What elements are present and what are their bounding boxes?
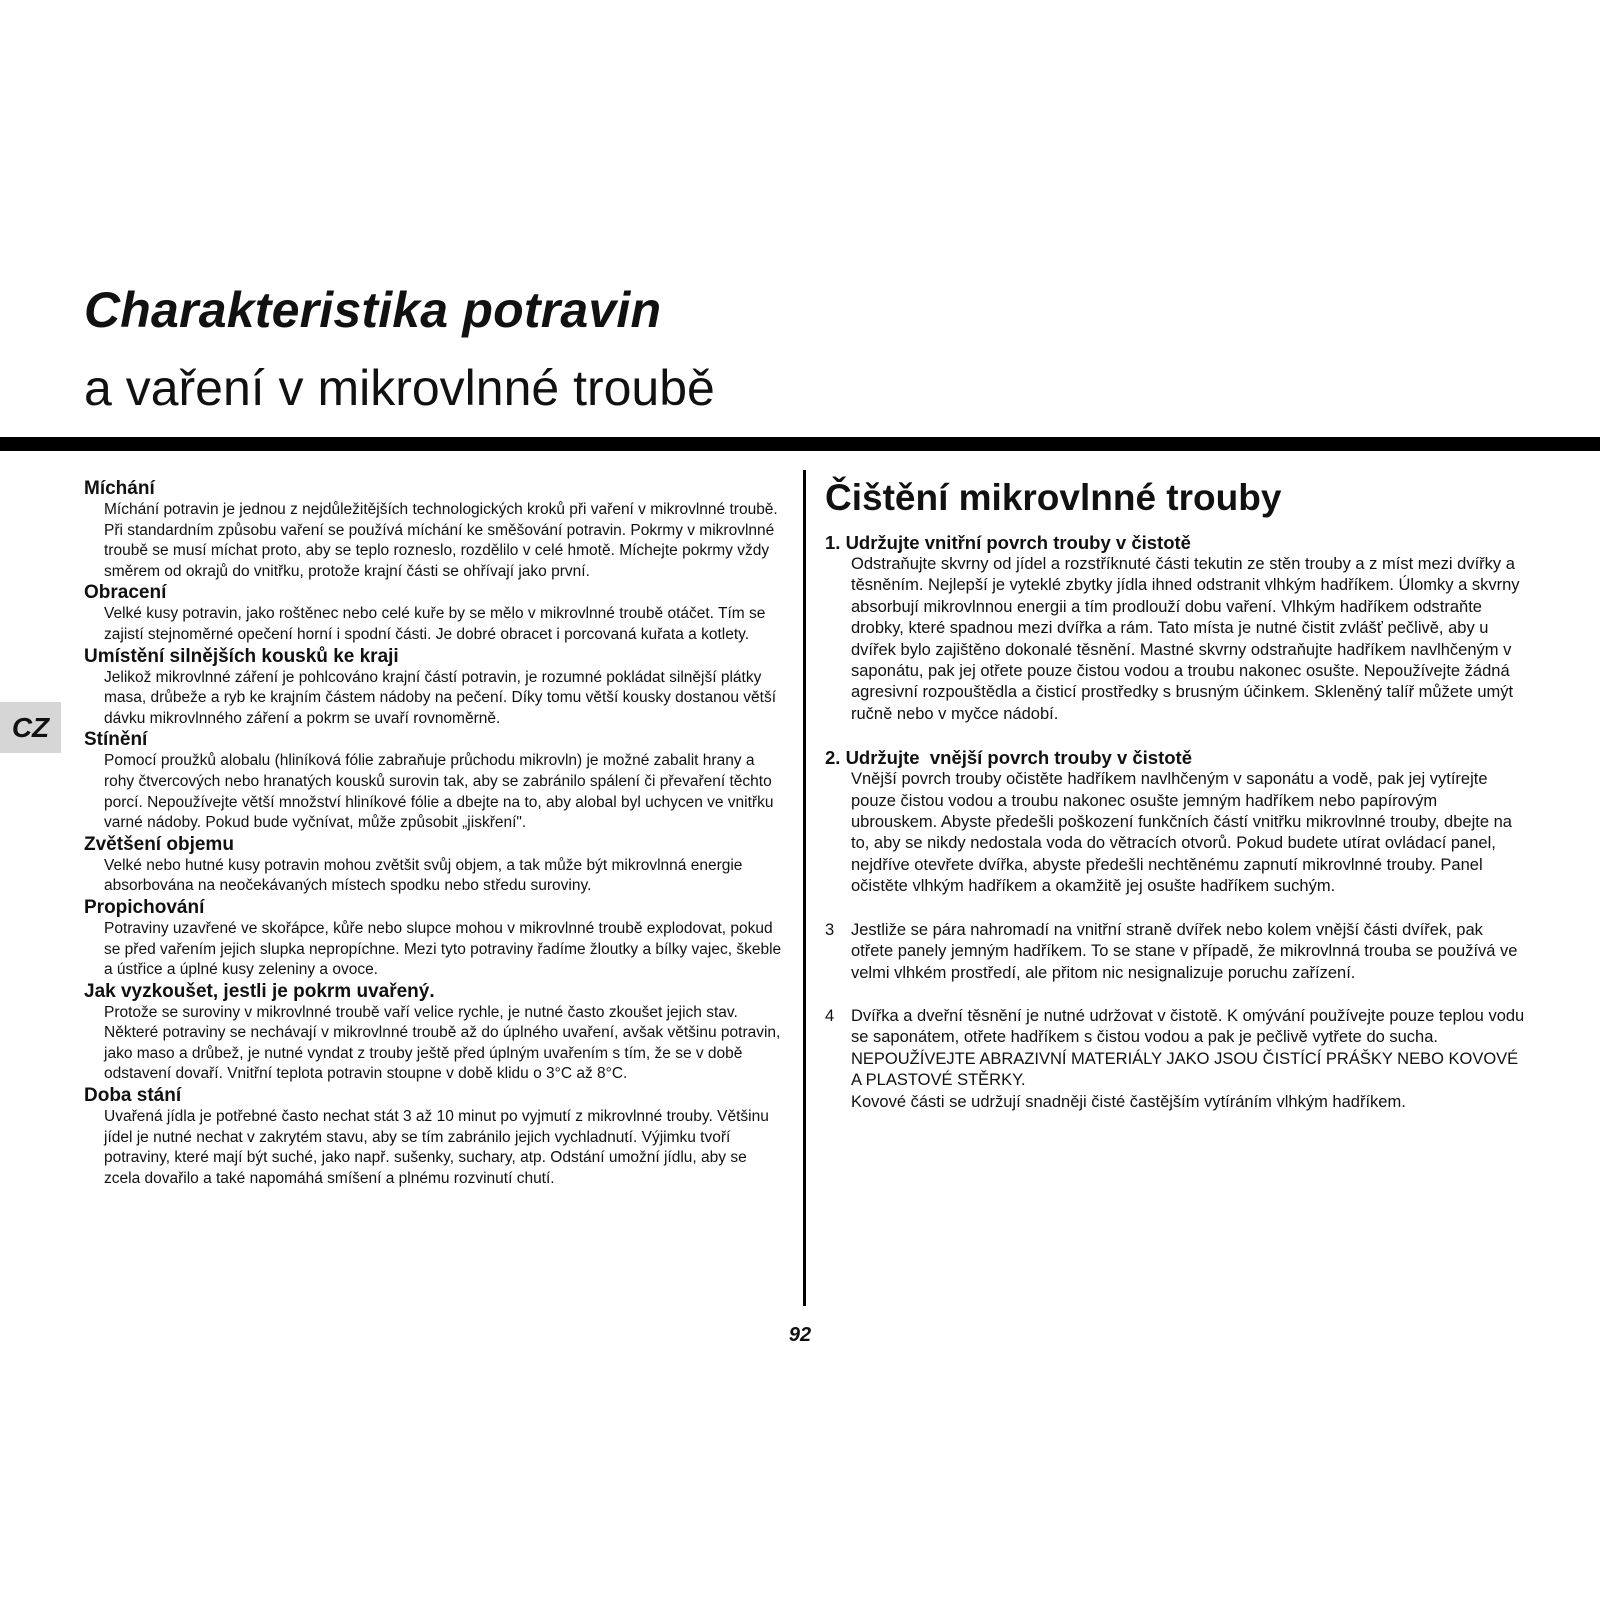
column-divider	[803, 470, 806, 1306]
section-michani	[84, 478, 784, 582]
section-heading: Jak vyzkoušet, jestli je pokrm uvařený.	[84, 980, 435, 1002]
section-umisteni	[84, 646, 784, 730]
header-divider	[0, 437, 1600, 451]
section-doba-stani	[84, 1085, 784, 1189]
section-heading: Doba stání	[84, 1085, 182, 1107]
section-body: Velké kusy potravin, jako roštěnec nebo celé kuře by se mělo v mikrovlnné troubě otáčet. Tím se zajistí stejnoměrné opečení horní i spodní části. Je dobré obracet i porcovaná kuřata a kotlety.	[104, 605, 766, 643]
section-obraceni	[84, 582, 784, 645]
page-title: Charakteristika potravin	[84, 282, 662, 338]
section-body: Pomocí proužků alobalu (hliníková fólie zabraňuje průchodu mikrovln) je možné zabalit hrany a rohy čtvercových nebo hranatých kousků surovin tak, aby se zabránilo spálení či převaření těchto porcí. Nepoužívejte větší množství hliníkové fólie a dbejte na to, aby alobal byl uchycen ve vnitřku varné nádoby. Pokud bude vyčnívat, může způsobit „jiskření".	[104, 752, 774, 832]
section-heading: Stínění	[84, 729, 148, 751]
cleaning-item-body: Jestliže se pára nahromadí na vnitřní straně dvířek nebo kolem vnější části dvířek, pak otřete panely jemným hadříkem. To se stane v případě, že mikrovlnná trouba se používá ve velmi vlhkém prostředí, ale přitom nic nesignalizuje poruchu zařízení.	[851, 920, 1518, 982]
cleaning-item-body: Dvířka a dveřní těsnění je nutné udržovat v čistotě. K omývání používejte pouze teplou vodu se saponátem, otřete hadříkem s čistou vodou a pak je pečlivě vytřete do sucha.	[851, 1006, 1525, 1047]
page-subtitle: a vaření v mikrovlnné troubě	[84, 360, 715, 416]
section-zvetseni-objemu	[84, 834, 784, 897]
section-heading: Míchání	[84, 478, 155, 499]
section-body: Míchání potravin je jednou z nejdůležitějších technologických kroků při vaření v mikrovlnné troubě. Při standardním způsobu vaření se používá míchání ke směšování potravin. Pokrmy v mikrovlnné troubě se musí míchat proto, aby se teplo rozneslo, rozdělilo v celé hmotě. Míchejte pokrmy vždy směrem od okrajů do vnitřku, protože krajní části se ohřívají jako první.	[104, 501, 778, 580]
section-body: Potraviny uzavřené ve skořápce, kůře nebo slupce mohou v mikrovlnné troubě explodovat, pokud se před vařením jejich slupka nepropíchne. Mezi tyto potraviny řadíme žloutky a bílky vajec, škeble a ústřice a úplné kusy zeleniny a ovoce.	[104, 919, 782, 979]
page-header	[84, 282, 1284, 416]
cleaning-item-1	[825, 532, 1525, 725]
section-body: Uvařená jídla je potřebné často nechat stát 3 až 10 minut po vyjmutí z mikrovlnné trouby. Většinu jídel je nutné nechat v zakrytém stavu, aby se tím zabránilo jejich vychladnutí. Výjimku tvoří potraviny, které mají být suché, jako např. sušenky, suchary, atp. Odstání umožní jídlu, aby se zcela dovařilo a také napomáhá smíšení a plnému rozvinutí chutí.	[104, 1108, 769, 1187]
cleaning-note: Kovové části se udržují snadněji čisté častějším vytíráním vlhkým hadříkem.	[851, 1092, 1406, 1111]
cleaning-item-2	[825, 747, 1525, 897]
cleaning-item-3	[825, 920, 1525, 984]
section-heading: Obracení	[84, 582, 167, 604]
cleaning-warning: NEPOUŽÍVEJTE ABRAZIVNÍ MATERIÁLY JAKO JSOU ČISTÍCÍ PRÁŠKY NEBO KOVOVÉ A PLASTOVÉ STĚRKY.	[851, 1049, 1519, 1090]
cleaning-item-number: 3	[825, 920, 835, 939]
section-stineni	[84, 729, 784, 833]
page-number: 92	[788, 1324, 812, 1346]
cleaning-item-4	[825, 1006, 1525, 1113]
cleaning-item-body: Odstraňujte skvrny od jídel a rozstříknuté části tekutin ze stěn trouby a z míst mezi dvířky a těsněním. Nejlepší je vyteklé zbytky jídla ihned odstranit vlhkým hadříkem. Úlomky a skvrny absorbují mikrovlnnou energii a tím prodlouží dobu vaření. Vlhkým hadříkem odstraňte drobky, které spadnou mezi dvířka a rám. Tato místa je nutné čistit zvlášť pečlivě, aby u dvířek bylo zajištěno dokonalé těsnění. Mastné skvrny odstraňujte hadříkem navlhčeným v saponátu, pak jej otřete pouze čistou vodou a troubu nakonec osušte. Nepoužívejte žádná agresivní rozpouštědla a čisticí prostředky s brusným účinkem. Skleněný talíř můžete umýt ručně nebo v myčce nádobí.	[851, 555, 1520, 723]
left-column	[84, 478, 784, 1189]
right-column	[825, 478, 1525, 1135]
cleaning-item-number: 4	[825, 1006, 835, 1025]
cleaning-item-body: Vnější povrch trouby očistěte hadříkem navlhčeným v saponátu a vodě, pak jej vytírejte pouze čistou vodou a troubu nakonec osušte jemným hadříkem nebo papírovým ubrouskem. Abyste předešli poškození funkčních částí vnitřku mikrovlnné trouby, dbejte na to, aby se nikdy nedostala voda do větracích otvorů. Pokud budete utírat ovládací panel, nejdříve otevřete dvířka, abyste předešli nechtěnému zapnutí mikrovlnné trouby. Panel očistěte vlhkým hadříkem a okamžitě jej osušte hadříkem suchým.	[851, 770, 1512, 896]
section-heading: Umístění silnějších kousků ke kraji	[84, 645, 399, 667]
language-tab: CZ	[0, 702, 61, 753]
cleaning-item-heading: 1. Udržujte vnitřní povrch trouby v čistotě	[825, 532, 1191, 553]
cleaning-item-content	[851, 1006, 1525, 1113]
cleaning-title: Čištění mikrovlnné trouby	[825, 477, 1282, 518]
section-body: Jelikož mikrovlnné záření je pohlcováno krajní částí potravin, je rozumné pokládat silnější plátky masa, drůbeže a ryb ke krajním částem nádoby na pečení. Díky tomu větší kousky dostanou větší dávku mikrovlnného záření a pokrm se uvaří rovnoměrně.	[104, 668, 776, 727]
section-body: Protože se suroviny v mikrovlnné troubě vaří velice rychle, je nutné často zkoušet jejich stav. Některé potraviny se nechávají v mikrovlnné troubě až do úplného uvaření, avšak většinu potravin, jako maso a drůbež, je nutné vyndat z trouby ještě před úplným uvařením s tím, že se v době odstavení dovaří. Vnitřní teplota potravin stoupne v době klidu o 3°C až 8°C.	[104, 1003, 781, 1083]
section-body: Velké nebo hutné kusy potravin mohou zvětšit svůj objem, a tak může být mikrovlnná energie absorbována na neočekávaných místech spodku nebo středu suroviny.	[104, 856, 743, 895]
section-jak-vyzkouset	[84, 981, 784, 1085]
cleaning-item-heading: 2. Udržujte vnější povrch trouby v čistotě	[825, 747, 1193, 769]
section-heading: Propichování	[84, 896, 205, 918]
section-propichovani	[84, 897, 784, 981]
section-heading: Zvětšení objemu	[84, 833, 234, 855]
